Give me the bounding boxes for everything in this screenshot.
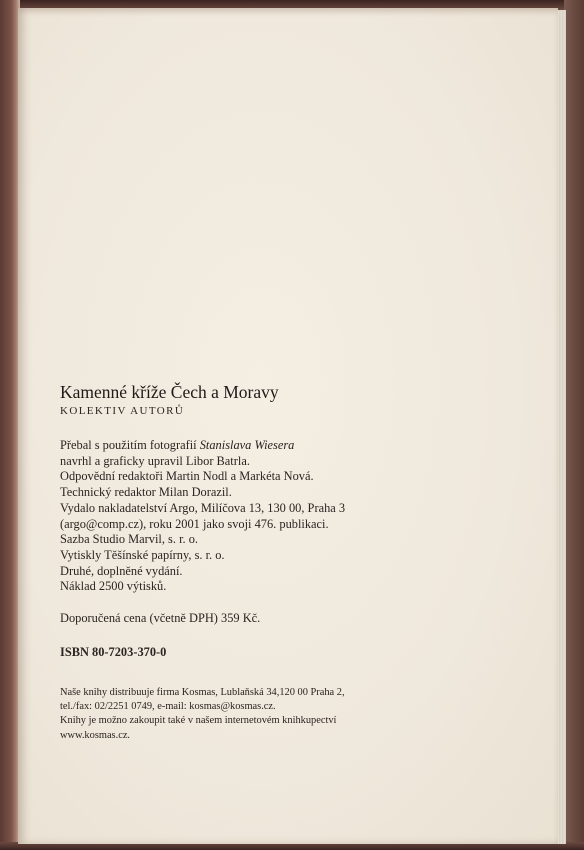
credits-line-cover: [60, 438, 530, 454]
book-authors: KOLEKTIV AUTORŮ: [60, 405, 185, 417]
book-cover-right-edge: [564, 0, 584, 850]
credits-line: Vydalo nakladatelství Argo, Milíčova 13, 130 00, Praha 3: [60, 500, 346, 515]
credits-line: Vytiskly Těšínské papírny, s. r. o.: [60, 547, 225, 562]
cover-credit-prefix: Přebal s použitím fotografií: [60, 438, 200, 452]
credits-line: Technický redaktor Milan Dorazil.: [60, 485, 232, 500]
credits-line: navrhl a graficky upravil Libor Batrla.: [60, 453, 250, 468]
book-title: Kamenné kříže Čech a Moravy: [60, 382, 279, 402]
credits-block: [60, 438, 530, 595]
credits-line: Sazba Studio Marvil, s. r. o.: [60, 532, 199, 547]
credits-line: Druhé, doplněné vydání.: [60, 563, 183, 578]
distribution-line: Naše knihy distribuuje firma Kosmas, Lublaňská 34,120 00 Praha 2,: [60, 686, 345, 698]
distribution-note: [60, 686, 530, 743]
distribution-line: tel./fax: 02/2251 0749, e-mail: kosmas@kosmas.cz.: [60, 701, 276, 713]
recommended-price: Doporučená cena (včetně DPH) 359 Kč.: [60, 611, 261, 626]
distribution-line: Knihy je možno zakoupit také v našem internetovém knihkupectví: [60, 715, 337, 727]
credits-line: Náklad 2500 výtisků.: [60, 579, 167, 594]
cover-photographer: Stanislava Wiesera: [199, 438, 295, 452]
isbn: ISBN 80-7203-370-0: [60, 644, 167, 659]
distribution-line: www.kosmas.cz.: [60, 729, 131, 741]
colophon: [60, 381, 530, 743]
credits-line: (argo@comp.cz), roku 2001 jako svoji 476. publikaci.: [60, 516, 329, 531]
credits-line: Odpovědní redaktoři Martin Nodl a Markéta Nová.: [60, 469, 314, 484]
book-cover-spine-edge: [0, 0, 20, 850]
